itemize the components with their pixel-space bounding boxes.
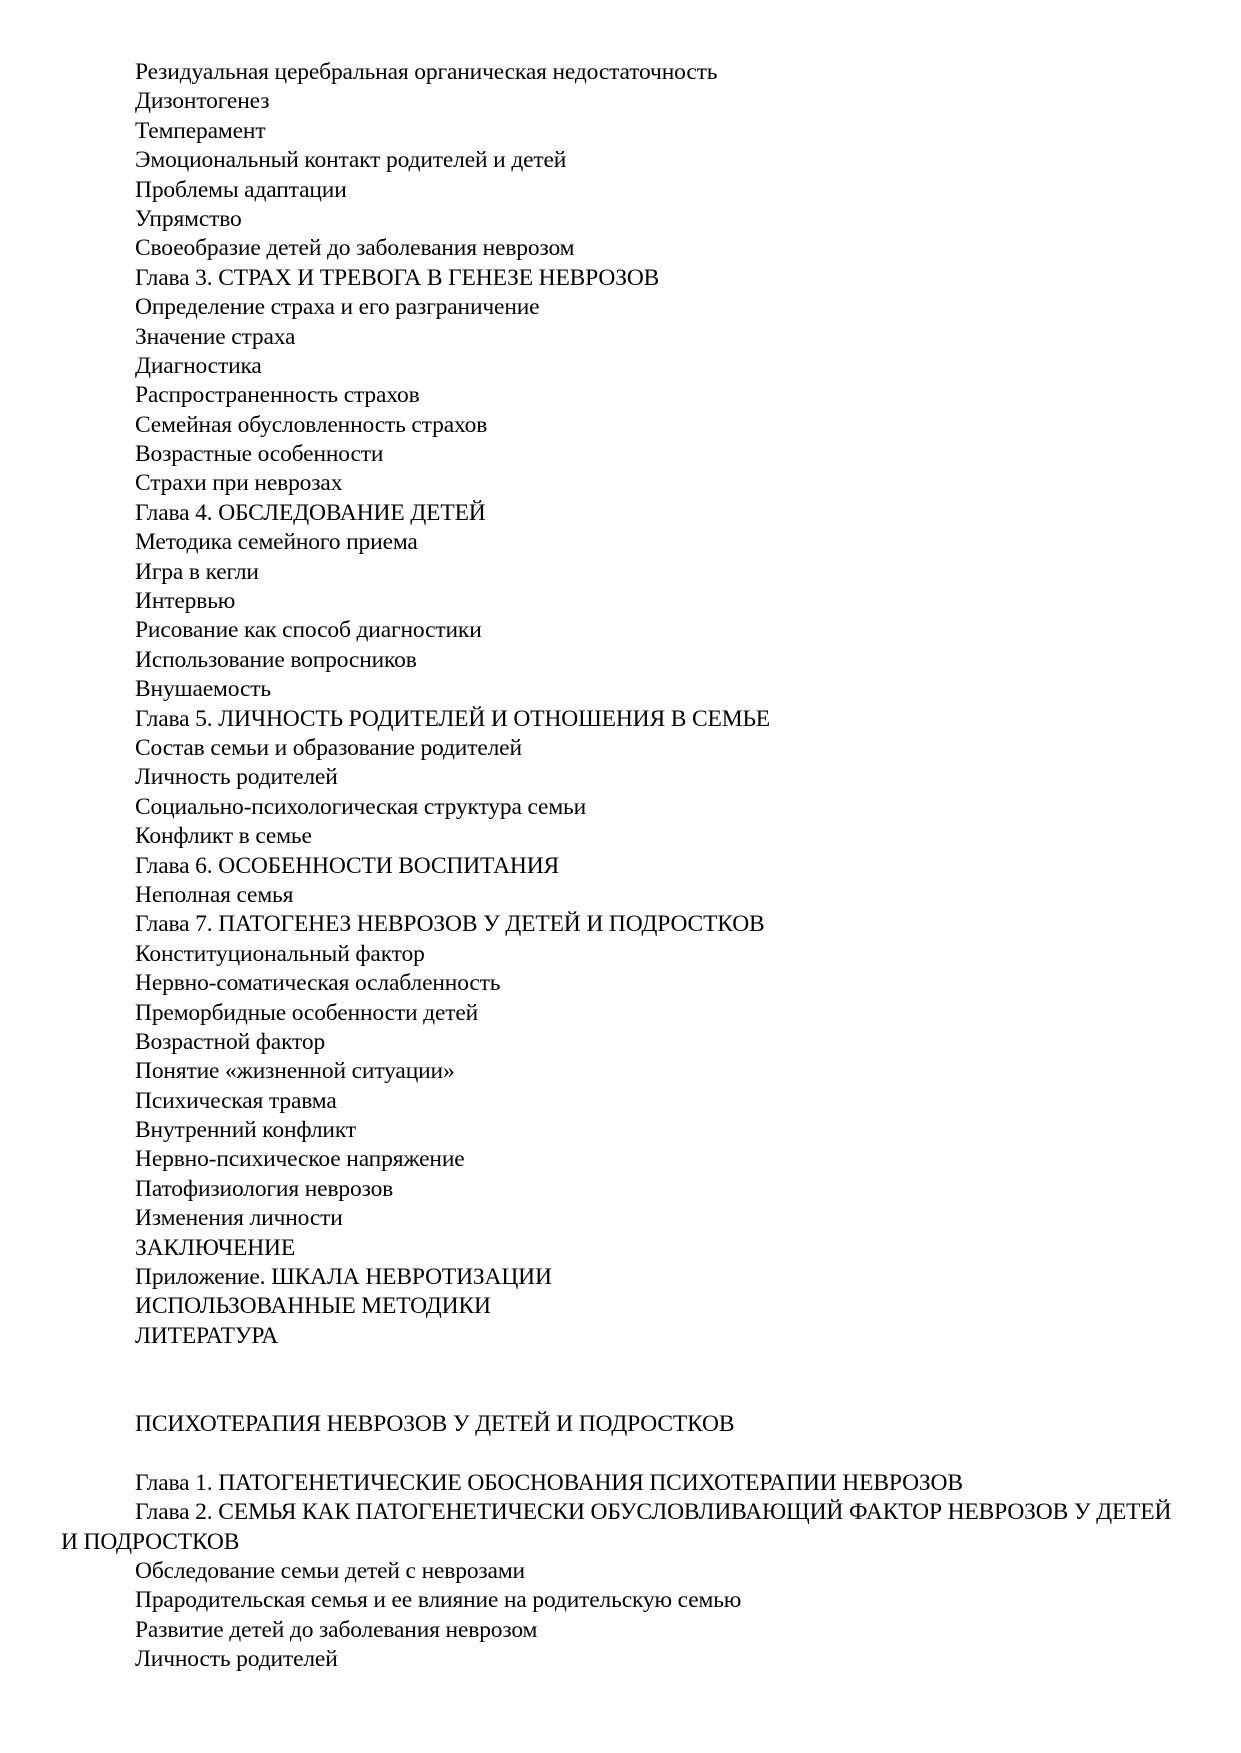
toc-entry: Внушаемость (135, 676, 271, 703)
toc-entry: Определение страха и его разграничение (135, 294, 540, 321)
toc-entry: Значение страха (135, 323, 296, 350)
toc-entry: Конституциональный фактор (135, 940, 425, 967)
toc-entry: Эмоциональный контакт родителей и детей (135, 147, 567, 174)
toc-section-heading: ЗАКЛЮЧЕНИЕ (135, 1234, 296, 1261)
toc-entry: Состав семьи и образование родителей (135, 734, 522, 761)
toc-entry: Резидуальная церебральная органическая недостаточность (135, 59, 718, 85)
toc-entry: Страхи при неврозах (135, 470, 343, 497)
toc-chapter-heading: Глава 6. ОСОБЕННОСТИ ВОСПИТАНИЯ (135, 852, 560, 879)
toc-entry: Интервью (135, 588, 236, 615)
toc-entry: Дизонтогенез (135, 88, 270, 115)
toc-chapter-heading: Глава 1. ПАТОГЕНЕТИЧЕСКИЕ ОБОСНОВАНИЯ ПСИХОТЕРАПИИ НЕВРОЗОВ (135, 1469, 963, 1496)
toc-entry: Рисование как способ диагностики (135, 617, 482, 644)
toc-entry: Своеобразие детей до заболевания неврозом (135, 235, 575, 262)
toc-entry: Семейная обусловленность страхов (135, 411, 488, 438)
toc-entry: Распространенность страхов (135, 382, 420, 409)
toc-entry: Упрямство (135, 205, 242, 232)
toc-entry: Социально-психологическая структура семьи (135, 793, 587, 820)
toc-entry: Психическая травма (135, 1087, 337, 1114)
toc-entry: Нервно-соматическая ослабленность (135, 970, 501, 997)
toc-entry: Изменения личности (135, 1205, 343, 1232)
toc-entry: Преморбидные особенности детей (135, 999, 479, 1026)
toc-entry: Неполная семья (135, 881, 294, 908)
toc-entry: Прародительская семья и ее влияние на родительскую семью (135, 1587, 742, 1614)
toc-section-heading: ИСПОЛЬЗОВАННЫЕ МЕТОДИКИ (135, 1293, 491, 1320)
toc-section-heading: ЛИТЕРАТУРА (135, 1322, 279, 1349)
blank-line (61, 1439, 1181, 1468)
toc-entry: Конфликт в семье (135, 823, 312, 850)
toc-entry: Личность родителей (135, 1646, 338, 1673)
toc-entry: Игра в кегли (135, 558, 259, 585)
toc-entry: Понятие «жизненной ситуации» (135, 1058, 455, 1085)
toc-part-2 (61, 1410, 1181, 1675)
toc-entry: Возрастные особенности (135, 441, 384, 468)
toc-entry: Нервно-психическое напряжение (135, 1146, 465, 1173)
toc-entry: Обследование семьи детей с неврозами (135, 1557, 525, 1584)
toc-entry: Диагностика (135, 352, 262, 379)
toc-entry: Личность родителей (135, 764, 338, 791)
toc-entry: Развитие детей до заболевания неврозом (135, 1616, 538, 1643)
toc-entry: Патофизиология неврозов (135, 1175, 394, 1202)
blank-line (61, 1381, 1181, 1410)
toc-chapter-heading: Глава 5. ЛИЧНОСТЬ РОДИТЕЛЕЙ И ОТНОШЕНИЯ В СЕМЬЕ (135, 705, 771, 732)
toc-section-heading: Приложение. ШКАЛА НЕВРОТИЗАЦИИ (135, 1264, 552, 1291)
toc-chapter-heading: Глава 4. ОБСЛЕДОВАНИЕ ДЕТЕЙ (135, 499, 486, 526)
toc-part-1 (61, 58, 1181, 1351)
toc-entry: Проблемы адаптации (135, 176, 347, 203)
toc-chapter-heading: Глава 2. СЕМЬЯ КАК ПАТОГЕНЕТИЧЕСКИ ОБУСЛОВЛИВАЮЩИЙ ФАКТОР НЕВРОЗОВ У ДЕТЕЙ И ПОДРОСТКОВ (61, 1499, 1172, 1555)
part-title: ПСИХОТЕРАПИЯ НЕВРОЗОВ У ДЕТЕЙ И ПОДРОСТКОВ (135, 1410, 735, 1437)
toc-entry: Темперамент (135, 117, 266, 144)
toc-entry: Использование вопросников (135, 646, 417, 673)
toc-entry: Внутренний конфликт (135, 1117, 356, 1144)
toc-chapter-heading: Глава 7. ПАТОГЕНЕЗ НЕВРОЗОВ У ДЕТЕЙ И ПОДРОСТКОВ (135, 911, 765, 938)
toc-entry: Методика семейного приема (135, 529, 418, 556)
blank-line (61, 1351, 1181, 1380)
toc-entry: Возрастной фактор (135, 1028, 326, 1055)
toc-chapter-heading: Глава 3. СТРАХ И ТРЕВОГА В ГЕНЕЗЕ НЕВРОЗОВ (135, 264, 660, 291)
document-page (61, 58, 1181, 1675)
